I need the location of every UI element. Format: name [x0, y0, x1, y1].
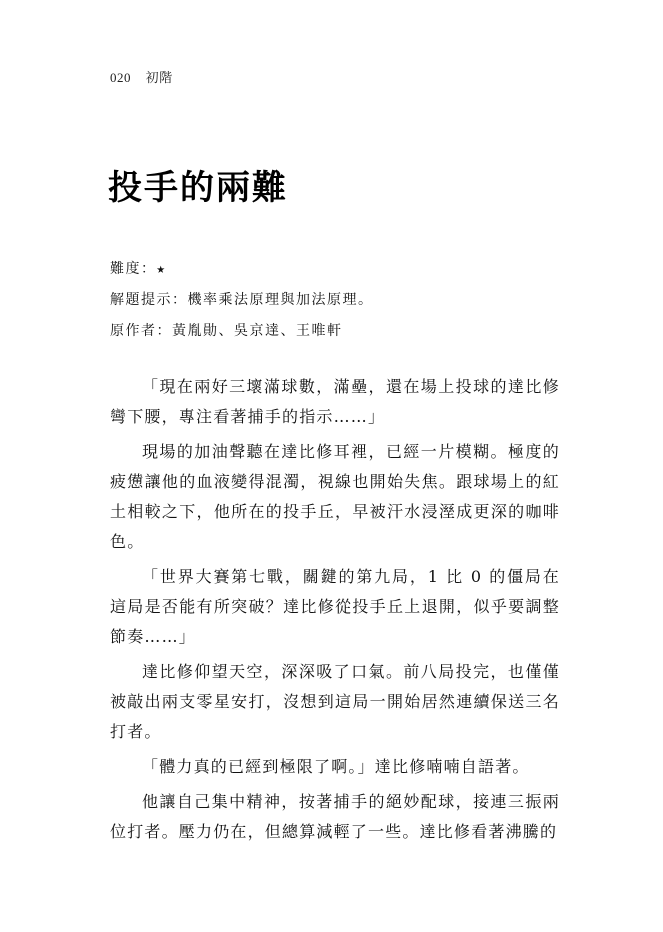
chapter-title: 投手的兩難: [108, 168, 288, 208]
body-text: [110, 372, 560, 852]
hint-line: 解題提示：機率乘法原理與加法原理。: [110, 292, 374, 308]
section-label: 初階: [145, 71, 173, 86]
running-header: [110, 67, 173, 86]
paragraph: 「世界大賽第七戰，關鍵的第九局，1 比 0 的僵局在這局是否能有所突破？達比修從投手丘上退開，似乎要調整節奏……」: [110, 567, 560, 646]
paragraph: 「體力真的已經到極限了啊。」達比修喃喃自語著。: [142, 757, 530, 776]
paragraph: 他讓自己集中精神，按著捕手的絕妙配球，接連三振兩位打者。壓力仍在，但總算減輕了一些。達比修看著沸騰的: [110, 792, 560, 841]
page-number: 020: [110, 70, 131, 85]
authors-line: 原作者：黃胤勛、吳京達、王唯軒: [110, 323, 343, 339]
difficulty-line: 難度：★: [110, 261, 167, 277]
paragraph: 「現在兩好三壞滿球數，滿壘，還在場上投球的達比修彎下腰，專注看著捕手的指示……」: [110, 377, 560, 426]
puzzle-meta: [110, 254, 374, 347]
paragraph: 現場的加油聲聽在達比修耳裡，已經一片模糊。極度的疲憊讓他的血液變得混濁，視線也開始失焦。跟球場上的紅土相較之下，他所在的投手丘，早被汗水浸溼成更深的咖啡色。: [110, 442, 560, 551]
paragraph: 達比修仰望天空，深深吸了口氣。前八局投完，也僅僅被敲出兩支零星安打，沒想到這局一開始居然連續保送三名打者。: [110, 662, 560, 741]
